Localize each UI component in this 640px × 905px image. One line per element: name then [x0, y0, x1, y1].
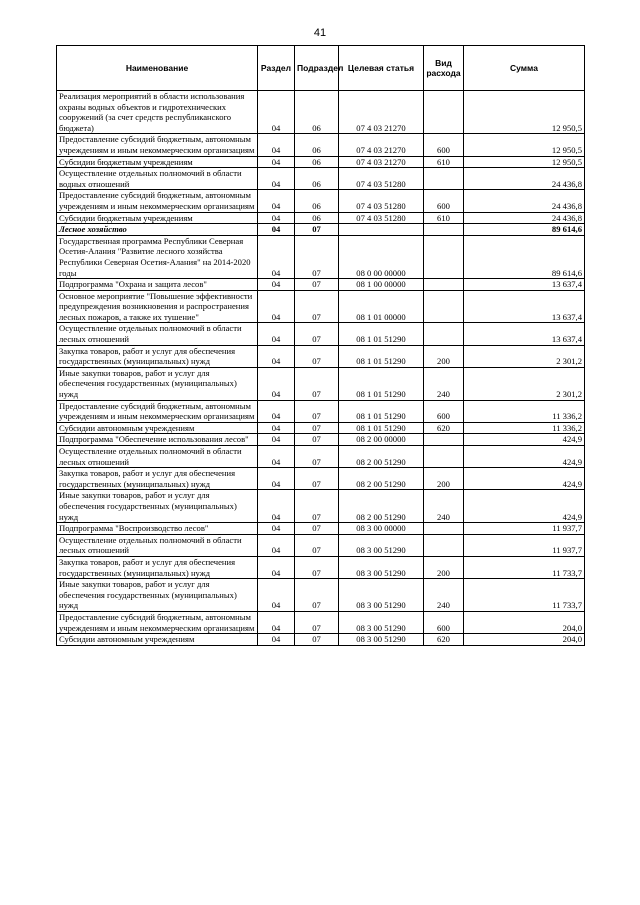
row-amount: 2 301,2 — [464, 367, 585, 400]
table-row — [57, 190, 585, 212]
row-target: 07 4 03 51280 — [339, 212, 424, 224]
row-target: 08 3 00 00000 — [339, 523, 424, 535]
row-subsection: 07 — [295, 611, 339, 633]
row-name: Иные закупки товаров, работ и услуг для обеспечения государственных (муниципальных) нужд — [57, 490, 258, 523]
table-row — [57, 168, 585, 190]
row-name: Предоставление субсидий бюджетным, автономным учреждениям и иным некоммерческим организациям — [57, 190, 258, 212]
row-subsection: 07 — [295, 634, 339, 646]
row-expense-type: 610 — [424, 212, 464, 224]
row-expense-type — [424, 235, 464, 278]
row-amount: 11 733,7 — [464, 556, 585, 578]
table-row — [57, 212, 585, 224]
row-section: 04 — [258, 168, 295, 190]
row-expense-type: 600 — [424, 190, 464, 212]
row-name: Осуществление отдельных полномочий в области лесных отношений — [57, 446, 258, 468]
row-section: 04 — [258, 422, 295, 434]
row-target: 08 1 01 51290 — [339, 345, 424, 367]
row-amount: 11 937,7 — [464, 523, 585, 535]
row-amount: 204,0 — [464, 634, 585, 646]
table-row — [57, 611, 585, 633]
table-row — [57, 446, 585, 468]
row-target: 08 2 00 51290 — [339, 468, 424, 490]
header-target: Целевая статья — [339, 46, 424, 91]
row-amount: 24 436,8 — [464, 168, 585, 190]
table-row — [57, 224, 585, 236]
row-subsection: 07 — [295, 235, 339, 278]
table-row — [57, 556, 585, 578]
row-expense-type: 600 — [424, 400, 464, 422]
row-name: Лесное хозяйство — [57, 224, 258, 236]
row-target: 07 4 03 21270 — [339, 91, 424, 134]
row-expense-type — [424, 91, 464, 134]
row-section: 04 — [258, 634, 295, 646]
row-amount: 13 637,4 — [464, 290, 585, 323]
row-expense-type — [424, 434, 464, 446]
row-section: 04 — [258, 323, 295, 345]
row-name: Субсидии автономным учреждениям — [57, 634, 258, 646]
row-name: Подпрограмма "Обеспечение использования лесов" — [57, 434, 258, 446]
budget-table — [56, 45, 585, 646]
row-target: 08 1 01 51290 — [339, 367, 424, 400]
table-row — [57, 156, 585, 168]
row-section: 04 — [258, 579, 295, 612]
row-target: 08 1 01 51290 — [339, 400, 424, 422]
row-amount: 24 436,8 — [464, 190, 585, 212]
row-expense-type: 620 — [424, 422, 464, 434]
row-subsection: 07 — [295, 579, 339, 612]
row-amount: 24 436,8 — [464, 212, 585, 224]
row-name: Иные закупки товаров, работ и услуг для обеспечения государственных (муниципальных) нужд — [57, 367, 258, 400]
row-name: Основное мероприятие "Повышение эффективности предупреждения возникновения и распространения лесных пожаров, а также их тушение" — [57, 290, 258, 323]
row-name: Предоставление субсидий бюджетным, автономным учреждениям и иным некоммерческим организациям — [57, 400, 258, 422]
row-subsection: 07 — [295, 367, 339, 400]
table-row — [57, 367, 585, 400]
row-name: Предоставление субсидий бюджетным, автономным учреждениям и иным некоммерческим организациям — [57, 611, 258, 633]
row-section: 04 — [258, 190, 295, 212]
row-section: 04 — [258, 290, 295, 323]
table-row — [57, 534, 585, 556]
row-name: Реализация мероприятий в области использования охраны водных объектов и гидротехнических сооружений (за счет средств республиканского бюджета) — [57, 91, 258, 134]
table-row — [57, 279, 585, 291]
row-target — [339, 224, 424, 236]
row-expense-type — [424, 224, 464, 236]
header-name: Наименование — [57, 46, 258, 91]
table-row — [57, 422, 585, 434]
table-row — [57, 468, 585, 490]
row-name: Субсидии бюджетным учреждениям — [57, 212, 258, 224]
row-name: Осуществление отдельных полномочий в области лесных отношений — [57, 534, 258, 556]
page-number: 41 — [313, 27, 327, 39]
row-expense-type — [424, 279, 464, 291]
row-amount: 2 301,2 — [464, 345, 585, 367]
row-expense-type: 600 — [424, 134, 464, 156]
row-section: 04 — [258, 523, 295, 535]
table-row — [57, 490, 585, 523]
row-subsection: 06 — [295, 134, 339, 156]
row-section: 04 — [258, 434, 295, 446]
row-target: 08 2 00 51290 — [339, 446, 424, 468]
table-header-row — [57, 46, 585, 91]
row-subsection: 06 — [295, 168, 339, 190]
row-amount: 11 733,7 — [464, 579, 585, 612]
table-row — [57, 134, 585, 156]
row-amount: 12 950,5 — [464, 134, 585, 156]
row-amount: 13 637,4 — [464, 279, 585, 291]
row-target: 08 1 01 51290 — [339, 422, 424, 434]
row-target: 07 4 03 21270 — [339, 156, 424, 168]
row-name: Иные закупки товаров, работ и услуг для обеспечения государственных (муниципальных) нужд — [57, 579, 258, 612]
table-row — [57, 290, 585, 323]
row-subsection: 07 — [295, 345, 339, 367]
row-section: 04 — [258, 91, 295, 134]
row-amount: 424,9 — [464, 434, 585, 446]
table-row — [57, 434, 585, 446]
row-subsection: 07 — [295, 323, 339, 345]
row-target: 08 1 01 00000 — [339, 290, 424, 323]
row-expense-type — [424, 446, 464, 468]
row-subsection: 06 — [295, 156, 339, 168]
table-row — [57, 235, 585, 278]
row-amount: 11 937,7 — [464, 534, 585, 556]
row-expense-type: 240 — [424, 367, 464, 400]
row-amount: 12 950,5 — [464, 91, 585, 134]
row-name: Подпрограмма "Охрана и защита лесов" — [57, 279, 258, 291]
row-amount: 89 614,6 — [464, 235, 585, 278]
table-row — [57, 523, 585, 535]
row-name: Предоставление субсидий бюджетным, автономным учреждениям и иным некоммерческим организациям — [57, 134, 258, 156]
row-amount: 424,9 — [464, 490, 585, 523]
row-target: 07 4 03 51280 — [339, 190, 424, 212]
row-target: 08 2 00 51290 — [339, 490, 424, 523]
row-target: 08 3 00 51290 — [339, 534, 424, 556]
row-subsection: 07 — [295, 422, 339, 434]
row-name: Закупка товаров, работ и услуг для обеспечения государственных (муниципальных) нужд — [57, 556, 258, 578]
row-target: 08 1 01 51290 — [339, 323, 424, 345]
row-section: 04 — [258, 490, 295, 523]
row-expense-type: 620 — [424, 634, 464, 646]
row-subsection: 07 — [295, 290, 339, 323]
table-row — [57, 345, 585, 367]
table-body — [57, 91, 585, 646]
table-row — [57, 91, 585, 134]
row-section: 04 — [258, 212, 295, 224]
row-subsection: 07 — [295, 400, 339, 422]
row-amount: 11 336,2 — [464, 422, 585, 434]
row-target: 08 3 00 51290 — [339, 579, 424, 612]
row-target: 07 4 03 51280 — [339, 168, 424, 190]
row-section: 04 — [258, 156, 295, 168]
row-amount: 424,9 — [464, 446, 585, 468]
row-section: 04 — [258, 534, 295, 556]
row-section: 04 — [258, 134, 295, 156]
row-subsection: 07 — [295, 534, 339, 556]
row-amount: 89 614,6 — [464, 224, 585, 236]
header-expense-type: Вид расхода — [424, 46, 464, 91]
row-name: Субсидии автономным учреждениям — [57, 422, 258, 434]
table-row — [57, 634, 585, 646]
row-subsection: 07 — [295, 279, 339, 291]
row-section: 04 — [258, 468, 295, 490]
row-name: Субсидии бюджетным учреждениям — [57, 156, 258, 168]
row-expense-type — [424, 323, 464, 345]
row-expense-type: 610 — [424, 156, 464, 168]
row-target: 08 3 00 51290 — [339, 556, 424, 578]
row-section: 04 — [258, 235, 295, 278]
row-expense-type — [424, 523, 464, 535]
row-name: Закупка товаров, работ и услуг для обеспечения государственных (муниципальных) нужд — [57, 468, 258, 490]
row-name: Подпрограмма "Воспроизводство лесов" — [57, 523, 258, 535]
row-section: 04 — [258, 611, 295, 633]
row-target: 08 2 00 00000 — [339, 434, 424, 446]
row-expense-type: 240 — [424, 490, 464, 523]
row-subsection: 07 — [295, 224, 339, 236]
row-expense-type: 200 — [424, 468, 464, 490]
row-target: 08 1 00 00000 — [339, 279, 424, 291]
table-row — [57, 323, 585, 345]
row-section: 04 — [258, 224, 295, 236]
row-target: 08 3 00 51290 — [339, 611, 424, 633]
row-amount: 12 950,5 — [464, 156, 585, 168]
row-expense-type — [424, 168, 464, 190]
header-section: Раздел — [258, 46, 295, 91]
row-subsection: 07 — [295, 434, 339, 446]
row-expense-type: 200 — [424, 345, 464, 367]
row-expense-type: 240 — [424, 579, 464, 612]
row-subsection: 06 — [295, 212, 339, 224]
row-expense-type: 600 — [424, 611, 464, 633]
row-amount: 424,9 — [464, 468, 585, 490]
row-name: Осуществление отдельных полномочий в области лесных отношений — [57, 323, 258, 345]
header-subsection: Подраздел — [295, 46, 339, 91]
row-amount: 13 637,4 — [464, 323, 585, 345]
row-amount: 204,0 — [464, 611, 585, 633]
row-section: 04 — [258, 367, 295, 400]
row-subsection: 07 — [295, 490, 339, 523]
row-section: 04 — [258, 400, 295, 422]
header-amount: Сумма — [464, 46, 585, 91]
row-subsection: 07 — [295, 446, 339, 468]
row-expense-type: 200 — [424, 556, 464, 578]
row-subsection: 07 — [295, 556, 339, 578]
row-target: 08 3 00 51290 — [339, 634, 424, 646]
row-section: 04 — [258, 446, 295, 468]
table-row — [57, 579, 585, 612]
table-row — [57, 400, 585, 422]
row-name: Закупка товаров, работ и услуг для обеспечения государственных (муниципальных) нужд — [57, 345, 258, 367]
row-name: Осуществление отдельных полномочий в области водных отношений — [57, 168, 258, 190]
row-expense-type — [424, 290, 464, 323]
row-target: 07 4 03 21270 — [339, 134, 424, 156]
row-section: 04 — [258, 556, 295, 578]
row-target: 08 0 00 00000 — [339, 235, 424, 278]
row-subsection: 06 — [295, 190, 339, 212]
row-section: 04 — [258, 345, 295, 367]
row-amount: 11 336,2 — [464, 400, 585, 422]
row-section: 04 — [258, 279, 295, 291]
row-subsection: 07 — [295, 468, 339, 490]
row-subsection: 06 — [295, 91, 339, 134]
row-expense-type — [424, 534, 464, 556]
row-name: Государственная программа Республики Северная Осетия-Алания "Развитие лесного хозяйства Республики Северная Осетия-Алания" на 2014-2020 годы — [57, 235, 258, 278]
row-subsection: 07 — [295, 523, 339, 535]
